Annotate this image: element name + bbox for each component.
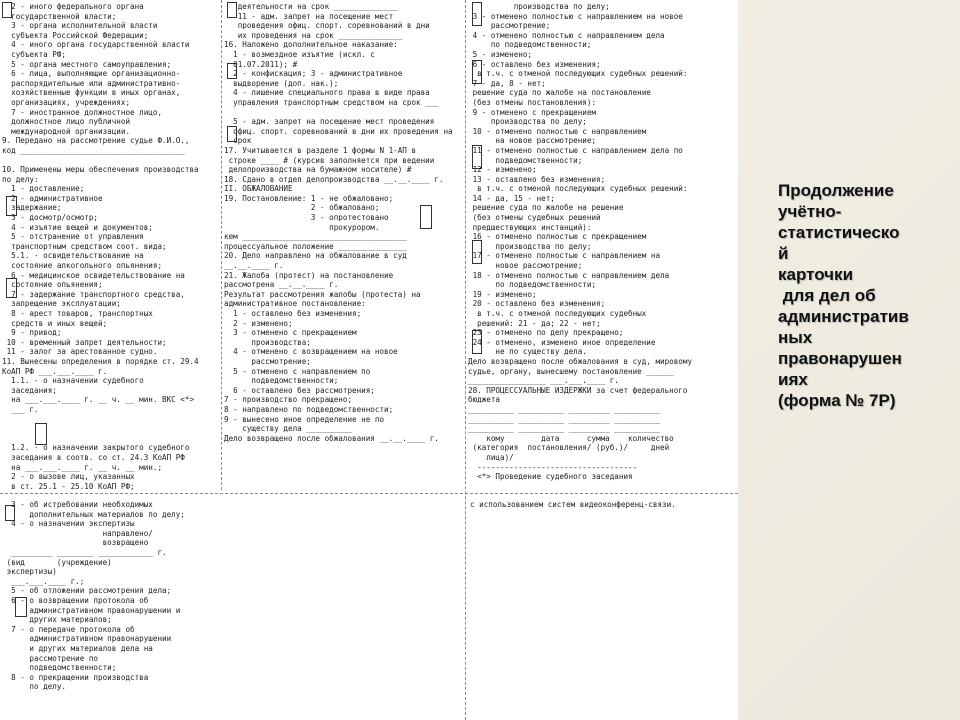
form-column-bottom-right: с использованием систем видеоконференц-связи. [470,500,676,509]
form-column-bottom-left: 3 - об истребовании необходимых дополнительных материалов по делу; 4 - о назначении экспертизы направлено/ возвращено _________ ________ ____________ г. (вид (учреждение) экспертизы) ___.___.____ г.; 5 - об отложении рассмотрения дела; 6 - о возвращении протокола об административном правонарушении и других материалов; 7 - о передаче протокола об административном правонарушении и других материалов дела на рассмотрение по подведомственности; 8 - о прекращении производства по делу. [6,500,185,692]
form-column-right: производства по делу; 3 - отменено полностью с направлением на новое рассмотрение; 4 - отменено полностью с направлением дела по подведомственности; 5 - изменено; 6 - оставлено без изменения; в т.ч. с отменой последующих судебных решений: 7 - да, 8 - нет; решение суда по жалобе на постановление (без отмены постановления): 9 - отменено с прекращением производства по делу; 10 - отменено полностью с направлением на новое рассмотрение; 11 - отменено полностью с направлением дела по подведомственности; 12 - изменено; 13 - оставлено без изменения; в т.ч. с отменой последующих судебных решений: 14 - да, 15 - нет; решение суда по жалобе на решение (без отмены судебных решений предшествующих инстанций): 16 - отменено полностью с прекращением производства по делу; 17 - отменено полностью с направлением на новое рассмотрение; 18 - отменено полностью с направлением дела по подведомственности; 19 - изменено; 20 - оставлено без изменения; в т.ч. с отменой последующих судебных решений: 21 - да; 22 - нет; 23 - отменено по делу прекращено; 24 - отменено, изменено иное определение не по существу дела. Дело возвращено после обжалования в суд, мировому судье, органу, вынесшему постановление ______ _________________ ___.___.____ г. 28. ПРОЦЕССУАЛЬНЫЕ ИЗДЕРЖКИ за счет федерального бюджета __________ __________ _________ __________ __________ __________ _________ __________ __________ __________ _________ __________ кому дата сумма количество (категория постановления/ (руб.)/ дней лица)/ ----------------------------------- <*> Проведение судебного заседания [468,2,693,482]
form-column-middle: деятельности на срок ______________ 11 - адм. запрет на посещение мест проведения офиц. спорт. соревнований в дни их проведения на срок ______________ 16. Наложено дополнительное наказание: 1 - возмездное изъятие (искл. с 01.07.2011); # 2 - конфискация; 3 - административное выдворение (доп. нак.); 4 - лишение специального права в виде права управления транспортным средством на срок ___ 5 - адм. запрет на посещение мест проведения офиц. спорт. соревнований в дни их проведения на срок 17. Учитывается в разделе 1 формы N 1-АП в строке ____ # (курсив заполняется при ведении делопроизводства на бумажном носителе) # 18. Сдано в отдел делопроизводства __.__.____ г. II. ОБЖАЛОВАНИЕ 19. Постановление: 1 - не обжаловано; 2 - обжаловано; 3 - опротестовано прокурором. кем ____________________________________ процессуальное положение _______________ 20. Дело направлено на обжалование в суд __.__.____ г. 21. Жалоба (протест) на постановление рассмотрена __.__.____ г. Результат рассмотрения жалобы (протеста) на административное постановление: 1 - оставлено без изменения; 2 - изменено; 3 - отменено с прекращением производства; 4 - отменено с возвращением на новое рассмотрение; 5 - отменено с направлением по подведомственности; 6 - оставлено без рассмотрения; 7 - производство прекращено; 8 - направлено по подведомственности; 9 - вынесено иное определение не по существу дела __________ Дело возвращено после обжалования __.__.____ г. [224,2,453,443]
slide-title: Продолжение учётно- статистическо й карточки для дел об административ ных правонарушен иях (форма № 7Р) [778,181,909,410]
column-divider [221,0,222,490]
form-column-left: 2 - иного федерального органа государственной власти; 3 - органа исполнительной власти субъекта Российской Федерации; 4 - иного органа государственной власти субъекта РФ; 5 - органа местного самоуправления; 6 - лица, выполняющие организационно- распорядительные или административно- хозяйственные функции в иных органах, организациях, учреждениях; 7 - иностранное должностное лицо, должностное лицо публичной международной организации. 9. Передано на рассмотрение судье Ф.И.О., код ____________________________________ 10. Применены меры обеспечения производства по делу: 1 - доставление; 2 - административное задержание; 3 - досмотр/осмотр; 4 - изъятие вещей и документов; 5 - отстранение от управления транспортным средством соот. вида; 5.1. - освидетельствование на состояние алкогольного опьянения; 6 - медицинское освидетельствование на состояние опьянения; 7 - задержание транспортного средства, запрещение эксплуатации; 8 - арест товаров, транспортных средств и иных вещей; 9 - привод; 10 - временный запрет деятельности; 11 - залог за арестованное судно. 11. Вынесены определения в порядке ст. 29.4 КоАП РФ ___.___.____ г. 1.1. - о назначении судебного заседания; на ___.___.____ г. __ ч. __ мин. ВКС <*> ___ г. 1.2. - о назначении закрытого судебного заседания в соотв. со ст. 24.3 КоАП РФ на ___.___.____ г. __ ч. __ мин.; 2 - о вызове лиц, указанных в ст. 25.1 - 25.10 КоАП РФ; [2,2,199,490]
section-divider [0,493,738,494]
column-divider [465,0,466,720]
